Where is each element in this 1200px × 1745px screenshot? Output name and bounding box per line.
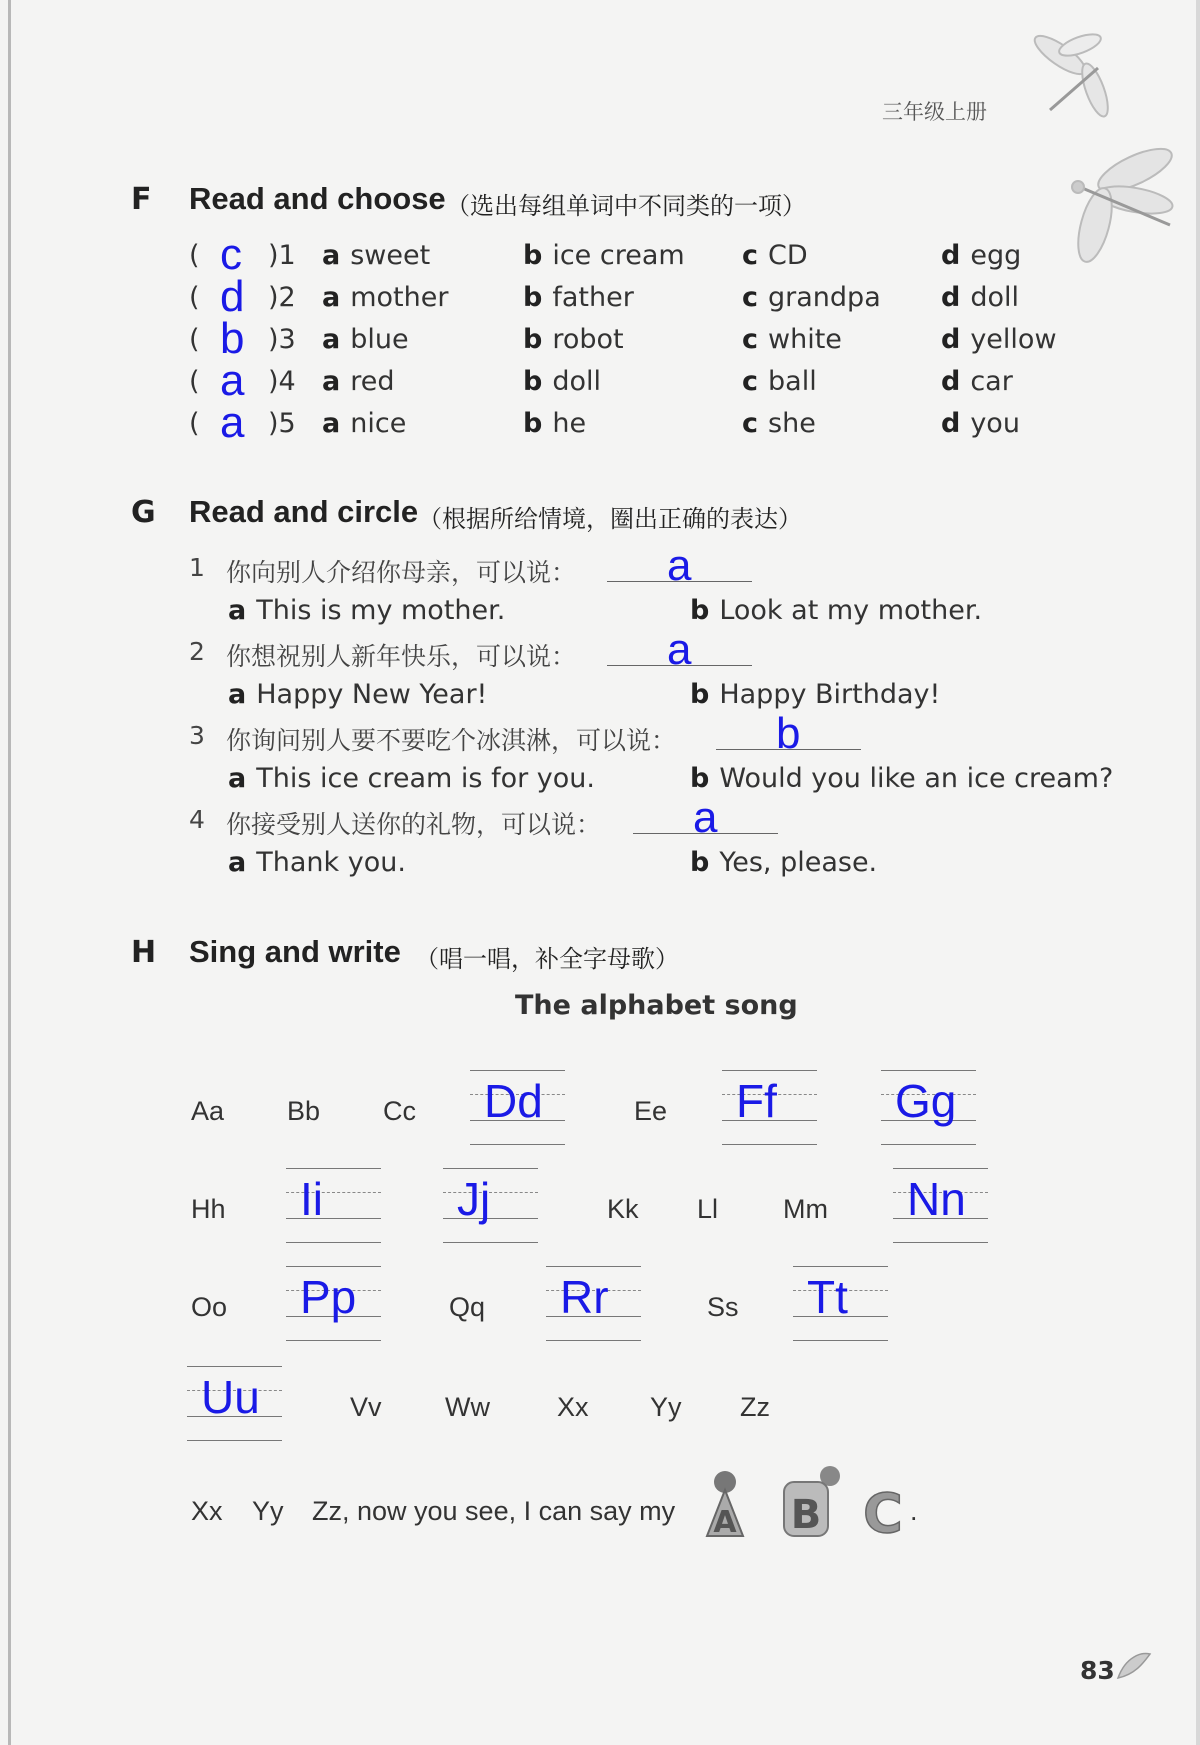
question-prompt: 你想祝别人新年快乐，可以说：: [226, 642, 577, 671]
writing-line-top: [443, 1168, 538, 1169]
alphabet-letter: Bb: [287, 1096, 321, 1126]
question-prompt: 你询问别人要不要吃个冰淇淋，可以说：: [226, 726, 677, 755]
option-label: d: [941, 240, 961, 271]
option-label: c: [742, 240, 759, 271]
choice-open-paren: (: [189, 324, 200, 355]
closing-text: Zz, now you see, I can say my: [312, 1496, 676, 1526]
option-sentence: Look at my mother.: [719, 595, 983, 626]
option-label: a: [228, 679, 247, 710]
abc-letter-b-illustration: [778, 1462, 848, 1538]
handwritten-letter: Tt: [807, 1271, 848, 1323]
page-edge-right: [1196, 0, 1200, 1745]
option-b: [523, 282, 634, 313]
option-sentence: Thank you.: [256, 847, 406, 878]
writing-line-bottom: [187, 1440, 282, 1441]
choice-number: )4: [268, 366, 296, 397]
handwritten-letter: Jj: [457, 1173, 491, 1225]
option-c: [742, 408, 816, 439]
alphabet-letter: Mm: [783, 1194, 828, 1224]
alphabet-letter: Xx: [557, 1392, 589, 1422]
option-word: you: [970, 408, 1020, 439]
option-b: [690, 595, 982, 626]
section-h-title: Sing and write: [189, 934, 401, 969]
option-label: b: [690, 679, 710, 710]
alphabet-letter: Aa: [191, 1096, 225, 1126]
alphabet-letter: Kk: [607, 1194, 639, 1224]
option-sentence: Yes, please.: [719, 847, 878, 878]
option-label: a: [322, 324, 341, 355]
option-b: [523, 366, 601, 397]
writing-line-top: [793, 1266, 888, 1267]
writing-line-top: [881, 1070, 976, 1071]
option-word: nice: [350, 408, 407, 439]
option-word: CD: [768, 240, 808, 271]
option-label: b: [690, 595, 710, 626]
choice-number: )1: [268, 240, 296, 271]
option-a: [322, 366, 395, 397]
option-word: egg: [970, 240, 1022, 271]
handwritten-answer: a: [667, 541, 692, 590]
option-label: d: [941, 324, 961, 355]
option-word: grandpa: [768, 282, 881, 313]
option-label: b: [523, 408, 543, 439]
writing-line-top: [286, 1168, 381, 1169]
option-label: a: [322, 408, 341, 439]
option-a: [322, 240, 430, 271]
alphabet-letter: Vv: [350, 1392, 382, 1422]
option-label: d: [941, 408, 961, 439]
section-h-letter: H: [131, 935, 157, 970]
option-label: d: [941, 282, 961, 313]
option-a: [228, 763, 595, 794]
section-f-title: Read and choose: [189, 181, 446, 216]
option-label: a: [228, 595, 247, 626]
option-word: car: [970, 366, 1013, 397]
writing-line-top: [546, 1266, 641, 1267]
writing-line-top: [893, 1168, 988, 1169]
alphabet-letter: Zz: [740, 1392, 770, 1422]
question-prompt: 你向别人介绍你母亲，可以说：: [226, 558, 577, 587]
writing-line-bottom: [546, 1340, 641, 1341]
option-word: father: [552, 282, 634, 313]
grade-label: 三年级上册: [882, 100, 987, 124]
handwritten-letter: Pp: [300, 1271, 357, 1323]
option-label: a: [228, 763, 247, 794]
choice-answer: d: [220, 272, 245, 321]
option-sentence: This is my mother.: [256, 595, 506, 626]
alphabet-letter: Oo: [191, 1292, 228, 1322]
question-prompt: 你接受别人送你的礼物，可以说：: [226, 810, 602, 839]
alphabet-letter: Ww: [445, 1392, 490, 1422]
question-number: 4: [189, 805, 205, 834]
option-label: b: [523, 366, 543, 397]
section-h-note: （唱一唱，补全字母歌）: [415, 945, 679, 973]
writing-line-top: [286, 1266, 381, 1267]
question-number: 1: [189, 553, 205, 582]
writing-line-bottom: [793, 1340, 888, 1341]
choice-answer: a: [220, 398, 245, 447]
option-label: c: [742, 324, 759, 355]
option-label: b: [690, 847, 710, 878]
alphabet-letter: Yy: [650, 1392, 682, 1422]
choice-answer: a: [220, 356, 245, 405]
abc-letter-c-illustration: [858, 1482, 908, 1538]
option-b: [523, 324, 624, 355]
choice-number: )2: [268, 282, 296, 313]
option-a: [228, 847, 406, 878]
dragonfly-top-illustration: [1020, 20, 1130, 130]
writing-line-bottom: [443, 1242, 538, 1243]
abc-letter-a: A: [713, 1505, 737, 1538]
option-word: doll: [970, 282, 1019, 313]
option-word: red: [350, 366, 395, 397]
abc-letter-a-illustration: [695, 1468, 755, 1538]
option-word: she: [768, 408, 816, 439]
handwritten-answer: a: [693, 793, 718, 842]
option-label: b: [523, 324, 543, 355]
closing-xx: Xx: [191, 1496, 223, 1526]
option-label: b: [523, 282, 543, 313]
choice-answer: c: [220, 230, 242, 279]
option-word: ice cream: [552, 240, 685, 271]
option-c: [742, 324, 842, 355]
option-word: mother: [350, 282, 449, 313]
option-label: c: [742, 408, 759, 439]
option-label: c: [742, 366, 759, 397]
handwritten-letter: Nn: [907, 1173, 966, 1225]
section-f-note: （选出每组单词中不同类的一项）: [446, 192, 806, 220]
writing-line-top: [722, 1070, 817, 1071]
choice-open-paren: (: [189, 366, 200, 397]
alphabet-letter: Cc: [383, 1096, 416, 1126]
handwritten-letter: Uu: [201, 1371, 260, 1423]
option-label: a: [228, 847, 247, 878]
option-word: doll: [552, 366, 601, 397]
writing-line-top: [470, 1070, 565, 1071]
option-word: white: [768, 324, 842, 355]
option-word: blue: [350, 324, 409, 355]
option-a: [322, 408, 406, 439]
closing-yy: Yy: [252, 1496, 284, 1526]
dragonfly-side-illustration: [1040, 130, 1190, 280]
alphabet-letter: Hh: [191, 1194, 226, 1224]
writing-line-bottom: [286, 1340, 381, 1341]
option-label: b: [690, 763, 710, 794]
choice-open-paren: (: [189, 282, 200, 313]
choice-number: )3: [268, 324, 296, 355]
option-word: robot: [552, 324, 624, 355]
handwritten-letter: Rr: [560, 1271, 609, 1323]
song-title: The alphabet song: [515, 990, 798, 1021]
question-number: 3: [189, 721, 205, 750]
option-word: ball: [768, 366, 817, 397]
option-d: [941, 240, 1021, 271]
option-c: [742, 366, 817, 397]
writing-line-bottom: [470, 1144, 565, 1145]
writing-line-bottom: [893, 1242, 988, 1243]
option-c: [742, 282, 881, 313]
closing-period: .: [910, 1496, 918, 1526]
option-label: a: [322, 366, 341, 397]
option-sentence: Happy Birthday!: [719, 679, 941, 710]
abc-letter-b: B: [790, 1492, 822, 1538]
option-b: [523, 240, 685, 271]
writing-line-top: [187, 1366, 282, 1367]
option-c: [742, 240, 808, 271]
option-label: d: [941, 366, 961, 397]
option-b: [690, 763, 1113, 794]
option-sentence: Happy New Year!: [256, 679, 488, 710]
option-d: [941, 324, 1057, 355]
alphabet-letter: Ee: [634, 1096, 668, 1126]
option-d: [941, 282, 1019, 313]
writing-line-bottom: [722, 1144, 817, 1145]
handwritten-letter: Gg: [895, 1075, 957, 1127]
section-g-title: Read and circle: [189, 494, 419, 529]
question-number: 2: [189, 637, 205, 666]
handwritten-answer: b: [776, 709, 801, 758]
handwritten-letter: Ff: [736, 1075, 777, 1127]
option-b: [690, 847, 877, 878]
option-sentence: This ice cream is for you.: [256, 763, 595, 794]
section-g-note: （根据所给情境，圈出正确的表达）: [418, 505, 802, 533]
option-b: [523, 408, 586, 439]
option-word: yellow: [970, 324, 1057, 355]
choice-answer: b: [220, 314, 245, 363]
option-label: a: [322, 282, 341, 313]
choice-open-paren: (: [189, 408, 200, 439]
option-word: he: [552, 408, 587, 439]
handwritten-letter: Dd: [484, 1075, 543, 1127]
choice-open-paren: (: [189, 240, 200, 271]
option-d: [941, 366, 1013, 397]
option-sentence: Would you like an ice cream?: [719, 763, 1114, 794]
option-b: [690, 679, 940, 710]
handwritten-letter: Ii: [300, 1173, 323, 1225]
option-label: a: [322, 240, 341, 271]
option-label: b: [523, 240, 543, 271]
abc-letter-c: C: [863, 1482, 903, 1538]
page-number: 83: [1080, 1656, 1115, 1685]
option-a: [228, 595, 505, 626]
alphabet-letter: Qq: [449, 1292, 486, 1322]
option-a: [322, 282, 448, 313]
option-d: [941, 408, 1020, 439]
writing-line-bottom: [286, 1242, 381, 1243]
section-f-letter: F: [131, 182, 152, 217]
writing-line-bottom: [881, 1144, 976, 1145]
alphabet-letter: Ss: [707, 1292, 739, 1322]
alphabet-letter: Ll: [697, 1194, 719, 1224]
page-edge: [8, 0, 11, 1745]
choice-number: )5: [268, 408, 296, 439]
section-g-letter: G: [131, 495, 156, 530]
option-a: [322, 324, 409, 355]
option-label: c: [742, 282, 759, 313]
option-word: sweet: [350, 240, 431, 271]
option-a: [228, 679, 487, 710]
leaf-icon: [1116, 1650, 1152, 1680]
handwritten-answer: a: [667, 625, 692, 674]
